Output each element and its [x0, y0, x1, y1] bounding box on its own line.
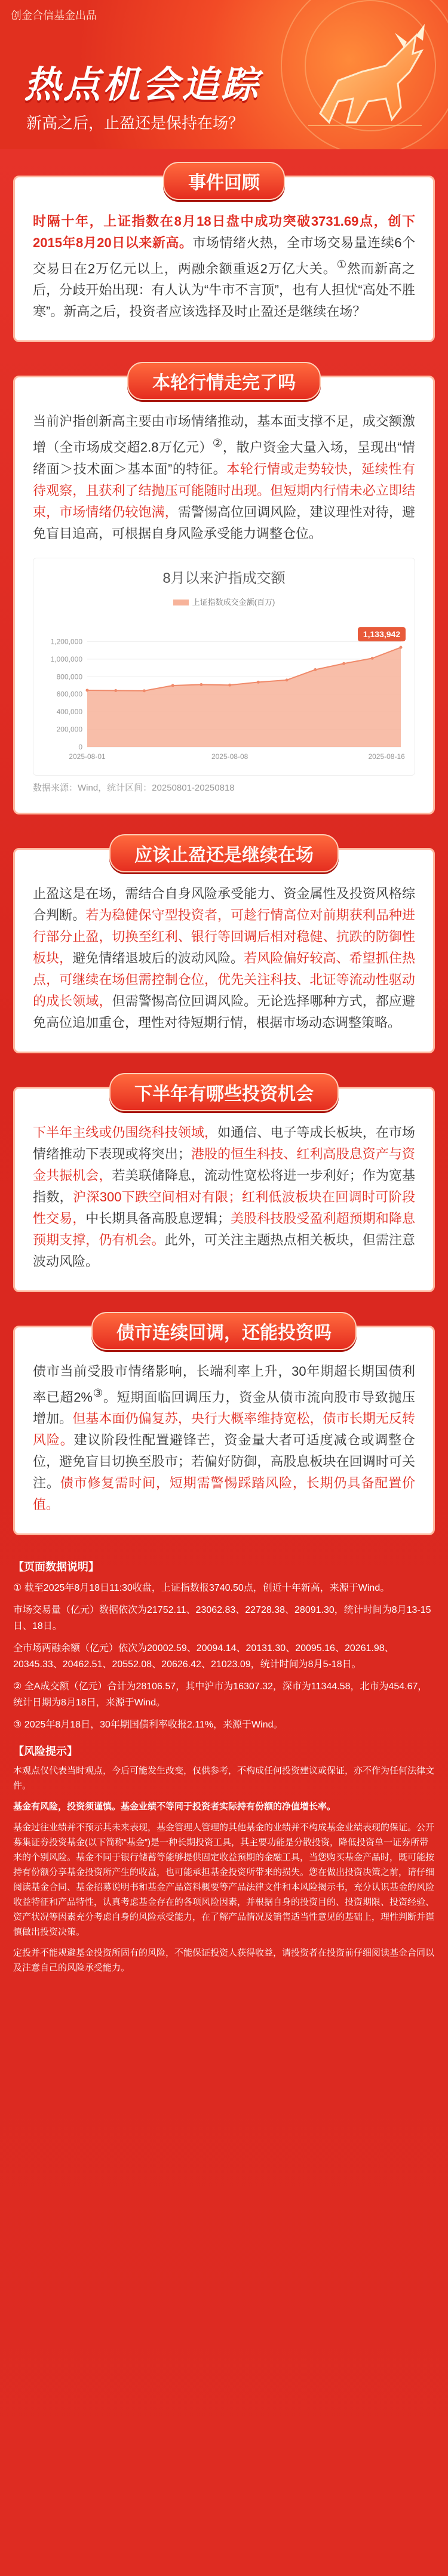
chart-source: 数据来源：Wind，统计区间：20250801-20250818: [33, 782, 235, 793]
section-heading: 事件回顾: [163, 162, 285, 200]
body-text: 此外，可关注主题热点相关板块，但需注意波动风险。: [33, 1232, 415, 1269]
risk-heading: 【风险提示】: [13, 1745, 78, 1757]
risk-item: 基金过往业绩并不预示其未来表现，基金管理人管理的其他基金的业绩并不构成基金业绩表现的保证。公开募集证券投资基金(以下简称“基金”)是一种长期投资工具，其主要功能是分散投资，降低投资单一证券所带来的个别风险。基金不同于银行储蓄等能够提供固定收益预期的金融工具，当您购买基金产品时，既可能按持有份额分享基金投资所产生的收益，也可能承担基金投资所带来的损失。您在做出投资决策之前，请仔细阅读基金合同、基金招募说明书和基金产品资料概要等产品法律文件和本风险揭示书，充分认识基金的风险收益特征和产品特性，认真考虑基金存在的各项风险因素，并根据自身的投资目的、投资期限、投资经验、资产状况等因素充分考虑自身的风险承受能力，在了解产品情况及销售适当性意见的基础上，理性判断并谨慎做出投资决策。: [13, 1822, 435, 1937]
section-market-outlook: [13, 373, 435, 814]
data-point: [286, 678, 289, 681]
note-item: ① 截至2025年8月18日11:30收盘，上证指数报3740.50点，创近十年新高，来源于Wind。: [13, 1582, 390, 1593]
data-point: [228, 683, 231, 686]
note-item: ② 全A成交额（亿元）合计为28106.57，其中沪市为16307.32，深市为11344.58，北市为454.67，统计日期为8月18日，来源于Wind。: [13, 1681, 428, 1708]
peak-label: 1,133,942: [363, 629, 401, 639]
y-tick-label: 0: [78, 742, 82, 751]
section-body: [15, 377, 433, 812]
data-point: [400, 645, 403, 648]
data-point: [171, 684, 174, 687]
y-tick-label: 1,000,000: [50, 654, 82, 663]
highlight-text: 时隔十年，上证指数在8月18日盘中成功突破3731.69点，创下2015年8月20日以来新高。: [33, 214, 415, 250]
note-item: 全市场两融余额（亿元）依次为20002.59、20094.14、20131.30、20095.16、20261.98、20345.33、20462.51、20552.08、20626.42、21023.09，统计时间为8月5-18日。: [13, 1643, 394, 1670]
note-item: ③ 2025年8月18日，30年期国债利率收报2.11%，来源于Wind。: [13, 1719, 283, 1730]
data-point: [371, 657, 374, 660]
highlight-text: 若为稳健保守型投资者，可趁行情高位对前期获利品种进行部分止盈，切换至红利、银行等回调后相对稳健、抗跌的防御性板块，: [33, 907, 415, 966]
footnotes: [13, 1559, 435, 1975]
body-text: 然而新高之后，分歧开始出现：有人认为“牛市不言顶”，也有人担忧“高处不胜寒”。新高之后，投资者应该选择及时止盈还是继续在场？: [33, 261, 415, 319]
y-tick-label: 400,000: [56, 707, 82, 716]
section-heading: 应该止盈还是继续在场: [109, 834, 339, 872]
data-point: [314, 668, 317, 671]
x-tick-label: 2025-08-08: [211, 752, 248, 761]
body-text: ，散户资金大量入场，呈现出“情绪面＞技术面＞基本面”的特征。: [33, 439, 415, 477]
chart-plot: [39, 616, 410, 765]
body-text: 若美联储降息，流动性宽松将进一步利好；作为宽基指数，: [33, 1167, 415, 1204]
paragraph: [33, 211, 415, 322]
highlight-text: 港股的恒生科技、红利高股息资产与资金共振机会，: [33, 1146, 415, 1183]
section-event-review: [13, 173, 435, 342]
data-point: [143, 689, 146, 692]
section-heading: 下半年有哪些投资机会: [109, 1073, 339, 1111]
hero-banner: [0, 0, 448, 149]
footnote-mark: ②: [212, 436, 223, 450]
y-tick-label: 200,000: [56, 725, 82, 734]
highlight-text: 若风险偏好较高、希望抓住热点，可继续在场但需控制仓位，优先关注科技、北证等流动性驱动的成长领域，: [33, 950, 415, 1009]
y-tick-label: 600,000: [56, 690, 82, 699]
risk-item: 本观点仅代表当时观点，今后可能发生改变，仅供参考，不构成任何投资建议或保证，亦不作为任何法律文件。: [13, 1765, 435, 1791]
chart-title: 8月以来沪指成交额: [162, 570, 286, 586]
series-area: [87, 647, 401, 747]
section-opportunities: [13, 1084, 435, 1292]
footnote-mark: ③: [93, 1386, 103, 1399]
highlight-text: 但基本面仍偏复苏，央行大概率维持宽松，债市长期无反转风险。: [33, 1410, 415, 1447]
section-body: [15, 1327, 433, 1533]
paragraph: [33, 411, 415, 544]
highlight-text: 美股科技股受盈利超预期和降息预期支撑，仍有机会。: [33, 1210, 415, 1247]
body-text: 建议阶段性配置避锋芒，资金量大者可适度减仓或调整仓位，避免盲目切换至股市；若偏好防御，高股息板块在回调时可关注。: [33, 1432, 415, 1490]
body-text: 市场情绪火热，全市场交易量连续6个交易日在2万亿元以上，两融余额重返2万亿大关。: [33, 235, 415, 276]
section-take-profit: [13, 845, 435, 1053]
y-tick-label: 1,200,000: [50, 637, 82, 646]
section-heading: 债市连续回调，还能投资吗: [91, 1312, 357, 1350]
highlight-text: 沪深300下跌空间相对有限；红利低波板块在回调时可阶段性交易，: [33, 1189, 415, 1226]
body-text: 但需警惕高位回调风险。无论选择哪种方式，都应避免高位追加重仓，理性对待短期行情，根据市场动态调整策略。: [33, 993, 415, 1030]
highlight-text: 债市修复需时间，短期需警惕踩踏风险，长期仍具备配置价值。: [33, 1475, 415, 1512]
page-title: 热点机会追踪: [24, 64, 261, 106]
risk-item: 基金有风险，投资须谨慎。基金业绩不等同于投资者实际持有份额的净值增长率。: [13, 1801, 336, 1812]
data-point: [86, 688, 89, 691]
x-tick-label: 2025-08-16: [368, 752, 405, 761]
notes-heading: 【页面数据说明】: [13, 1560, 99, 1573]
highlight-text: 本轮行情或走势较快，延续性有待观察，且获利了结抛压可能随时出现。但短期内行情未必立即结束，市场情绪仍较饱满，: [33, 461, 415, 519]
brand-label: 创金合信基金出品: [11, 10, 97, 21]
section-body: [15, 177, 433, 340]
data-point: [200, 683, 202, 686]
legend-swatch: [173, 600, 189, 605]
body-text: 债市当前受股市情绪影响，长端利率上升，30年期超长期国债利率已超2%: [33, 1363, 415, 1404]
body-text: 需警惕高位回调风险，建议理性对待，避免盲目追高，可根据自身风险承受能力调整仓位。: [33, 504, 415, 541]
section-body: [15, 850, 433, 1052]
note-item: 市场交易量（亿元）数据依次为21752.11、23062.83、22728.38、28091.30，统计时间为8月13-15日、18日。: [13, 1604, 431, 1631]
body-text: 中长期具备高股息逻辑；: [85, 1210, 231, 1226]
body-text: 如通信、电子等成长板块，在市场情绪推动下表现或将突出；: [33, 1124, 415, 1161]
y-tick-label: 800,000: [56, 672, 82, 681]
data-point: [114, 689, 117, 692]
footnote-mark: ①: [336, 258, 348, 270]
x-tick-label: 2025-08-01: [69, 752, 106, 761]
page-subtitle: 新高之后，止盈还是保持在场？: [26, 114, 244, 132]
data-point: [342, 662, 345, 665]
chart-legend: [39, 592, 409, 613]
body-text: 。短期面临回调压力，资金从债市流向股市导致抛压增加。: [33, 1389, 415, 1426]
legend-label: 上证指数成交金额(百万): [192, 597, 275, 607]
section-body: [15, 1089, 433, 1290]
bull-icon: [296, 24, 434, 137]
body-text: 避免情绪退坡后的波动风险。: [72, 950, 244, 966]
paragraph: [33, 1361, 415, 1516]
body-text: 当前沪指创新高主要由市场情绪推动，基本面支撑不足，成交额激增（全市场成交超2.8万亿元）: [33, 414, 415, 455]
body-text: 止盈这是在场，需结合自身风险承受能力、资金属性及投资风格综合判断。: [33, 886, 415, 923]
section-bond-market: [13, 1323, 435, 1535]
section-heading: 本轮行情走完了吗: [127, 362, 321, 400]
highlight-text: 下半年主线或仍围绕科技领域，: [33, 1124, 217, 1140]
turnover-chart: [33, 558, 415, 776]
paragraph: [33, 883, 415, 1034]
data-point: [257, 681, 260, 684]
paragraph: [33, 1122, 415, 1272]
risk-item: 定投并不能规避基金投资所固有的风险，不能保证投资人获得收益，请投资者在投资前仔细阅读基金合同以及注意自己的风险承受能力。: [13, 1947, 435, 1973]
